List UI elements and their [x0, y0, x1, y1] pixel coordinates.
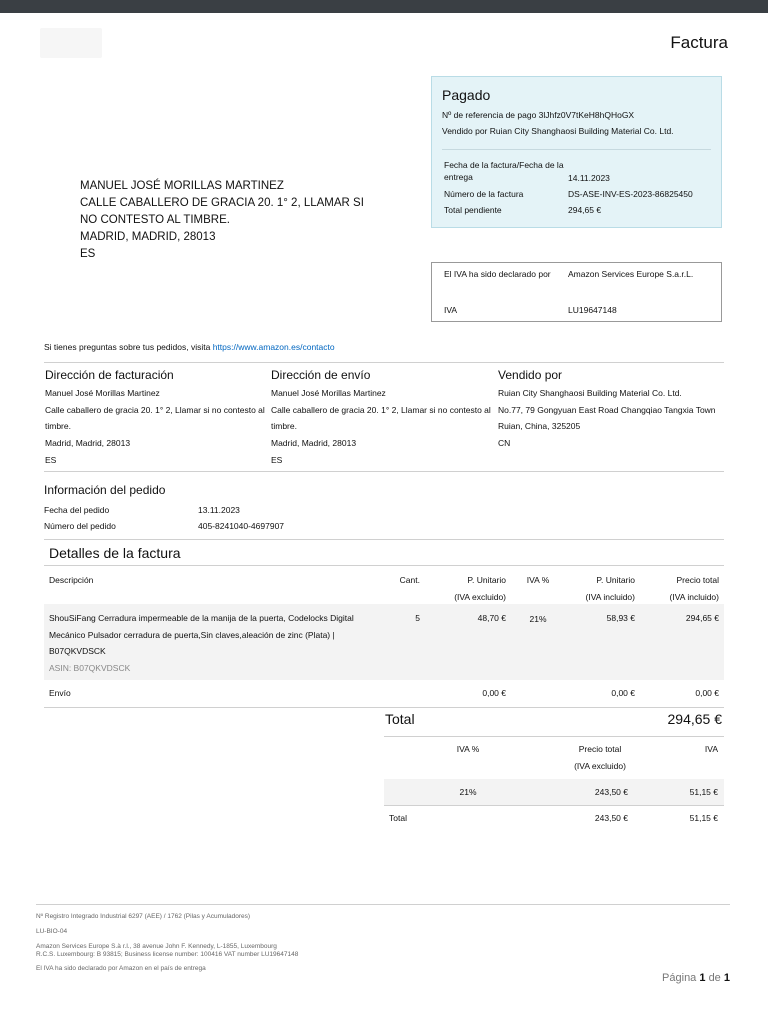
pending-total-value: 294,65 €	[568, 205, 602, 215]
footer-vat-note: El IVA ha sido declarado por Amazon en el país de entrega	[36, 965, 206, 972]
vat-summary-rate-header: IVA %	[456, 744, 480, 754]
shipping-label: Envío	[49, 688, 71, 698]
item-unit-price-in: 58,93 €	[606, 613, 635, 623]
seller-street: No.77, 79 Gongyuan East Road Changqiao Tangxia Town	[498, 404, 716, 415]
divider	[44, 362, 724, 363]
order-date-value: 13.11.2023	[198, 505, 240, 515]
seller-address	[498, 368, 724, 452]
vat-summary-iva-header: IVA	[704, 744, 718, 754]
item-vat-rate: 21%	[529, 614, 547, 624]
pending-total-label: Total pendiente	[444, 205, 502, 215]
page-current: 1	[699, 972, 706, 984]
shipping-street: Calle caballero de gracia 20. 1° 2, Llamar si no contesto al timbre.	[271, 404, 491, 432]
divider	[442, 149, 711, 150]
divider	[44, 539, 724, 540]
vat-summary-net-header-label: Precio total	[578, 744, 622, 754]
customer-city: MADRID, MADRID, 28013	[80, 231, 216, 243]
page-word: Página	[662, 972, 697, 984]
divider	[44, 471, 724, 472]
footer-company-registration: R.C.S. Luxembourg: B 93815; Business license number: 100416 VAT number LU19647148	[36, 951, 299, 958]
vat-declaration-box	[431, 262, 722, 322]
vat-declared-label: El IVA ha sido declarado por	[444, 269, 551, 279]
order-info-title: Información del pedido	[44, 483, 166, 497]
logo	[40, 28, 102, 58]
page-of: de	[708, 972, 721, 984]
invoice-details-title: Detalles de la factura	[49, 545, 181, 561]
seller-name: Ruian City Shanghaosi Building Material Co. Ltd.	[498, 388, 682, 398]
item-quantity: 5	[415, 613, 420, 623]
divider	[36, 904, 730, 905]
seller-country: CN	[498, 438, 511, 449]
page-total: 1	[723, 972, 730, 984]
billing-country: ES	[45, 454, 57, 465]
seller-city: Ruian, China, 325205	[498, 421, 581, 432]
invoice-number-label: Número de la factura	[444, 189, 524, 199]
shipping-total: 0,00 €	[695, 688, 719, 698]
total-value: 294,65 €	[667, 711, 722, 727]
page-title: Factura	[670, 33, 728, 52]
vat-summary-total-label: Total	[389, 813, 407, 823]
vat-summary-net: 243,50 €	[594, 787, 628, 797]
order-number-label: Número del pedido	[44, 521, 116, 531]
divider	[44, 565, 724, 566]
col-total-price	[640, 572, 719, 605]
divider	[384, 736, 724, 737]
divider	[44, 707, 724, 708]
billing-name: Manuel José Morillas Martinez	[45, 388, 160, 398]
customer-street: CALLE CABALLERO DE GRACIA 20. 1° 2, LLAMAR SI NO CONTESTO AL TIMBRE.	[80, 197, 364, 226]
customer-address	[80, 178, 380, 263]
vat-declared-value: Amazon Services Europe S.a.r.L.	[568, 269, 694, 279]
sold-by-line: Vendido por Ruian City Shanghaosi Building Material Co. Ltd.	[442, 126, 674, 136]
shipping-country: ES	[271, 454, 283, 465]
order-number-value: 405-8241040-4697907	[198, 521, 285, 531]
invoice-number-value: DS-ASE-INV-ES-2023-86825450	[568, 189, 693, 199]
billing-title: Dirección de facturación	[45, 368, 174, 382]
col-unit-price-ex-sub: (IVA excluido)	[454, 591, 506, 602]
col-unit-price-in-sub: (IVA incluido)	[585, 591, 635, 602]
col-unit-price-in-label: P. Unitario	[596, 575, 635, 585]
shipping-title: Dirección de envío	[271, 368, 371, 382]
customer-name: MANUEL JOSÉ MORILLAS MARTINEZ	[80, 180, 284, 192]
col-total-price-sub: (IVA incluido)	[669, 591, 719, 602]
item-asin: ASIN: B07QKVDSCK	[49, 662, 131, 673]
vat-id-value: LU19647148	[568, 305, 617, 315]
item-unit-price-ex: 48,70 €	[477, 613, 506, 623]
shipping-unit-price-ex: 0,00 €	[482, 688, 506, 698]
col-vat-rate: IVA %	[526, 575, 550, 585]
shipping-city: Madrid, Madrid, 28013	[271, 438, 357, 449]
vat-summary-rate: 21%	[459, 787, 477, 797]
col-unit-price-in	[560, 572, 635, 605]
invoice-date-label: Fecha de la factura/Fecha de la entrega	[444, 160, 564, 182]
shipping-address	[271, 368, 491, 469]
col-quantity: Cant.	[399, 575, 420, 585]
page-number	[662, 972, 730, 984]
payment-status-box	[431, 76, 722, 228]
col-unit-price-ex-label: P. Unitario	[467, 575, 506, 585]
top-bar	[0, 0, 768, 13]
col-description: Descripción	[49, 575, 94, 585]
footer-company-address: Amazon Services Europe S.à r.l., 38 avenue John F. Kennedy, L-1855, Luxembourg	[36, 943, 277, 950]
vat-summary-total-iva: 51,15 €	[689, 813, 718, 823]
shipping-name: Manuel José Morillas Martinez	[271, 388, 386, 398]
vat-summary-iva: 51,15 €	[689, 787, 718, 797]
total-label: Total	[385, 711, 415, 727]
customer-country: ES	[80, 248, 96, 260]
contact-link[interactable]: https://www.amazon.es/contacto	[212, 342, 335, 352]
payment-reference: Nº de referencia de pago 3lJhfz0V7tKeH8hQHoGX	[442, 110, 635, 120]
col-total-price-label: Precio total	[676, 575, 719, 585]
item-total-price: 294,65 €	[685, 613, 719, 623]
col-unit-price-ex	[430, 572, 506, 605]
divider	[384, 805, 724, 806]
payment-status-heading: Pagado	[442, 87, 491, 103]
invoice-date-value: 14.11.2023	[568, 173, 610, 183]
seller-title: Vendido por	[498, 368, 563, 382]
vat-summary-net-header-sub: (IVA excluido)	[574, 760, 626, 771]
order-date-label: Fecha del pedido	[44, 505, 110, 515]
billing-address	[45, 368, 265, 469]
footer-registry: Nº Registro Integrado Industrial 6297 (AEE) / 1762 (Pilas y Acumuladores)	[36, 913, 251, 920]
vat-summary-total-net: 243,50 €	[594, 813, 628, 823]
billing-city: Madrid, Madrid, 28013	[45, 438, 131, 449]
shipping-unit-price-in: 0,00 €	[611, 688, 635, 698]
item-description-text: ShouSiFang Cerradura impermeable de la manija de la puerta, Codelocks Digital Mecánico Pulsador cerradura de puerta,Sin claves,aleación de zinc (Plata) | B07QKVDSCK	[49, 613, 354, 656]
vat-id-label: IVA	[444, 305, 458, 315]
item-description	[49, 610, 379, 676]
contact-line	[44, 342, 335, 352]
contact-text: Si tienes preguntas sobre tus pedidos, visita	[44, 342, 211, 352]
billing-street: Calle caballero de gracia 20. 1° 2, Llamar si no contesto al timbre.	[45, 404, 265, 432]
vat-summary-net-header	[552, 741, 648, 774]
footer-code: LU-BIO-04	[36, 928, 68, 935]
